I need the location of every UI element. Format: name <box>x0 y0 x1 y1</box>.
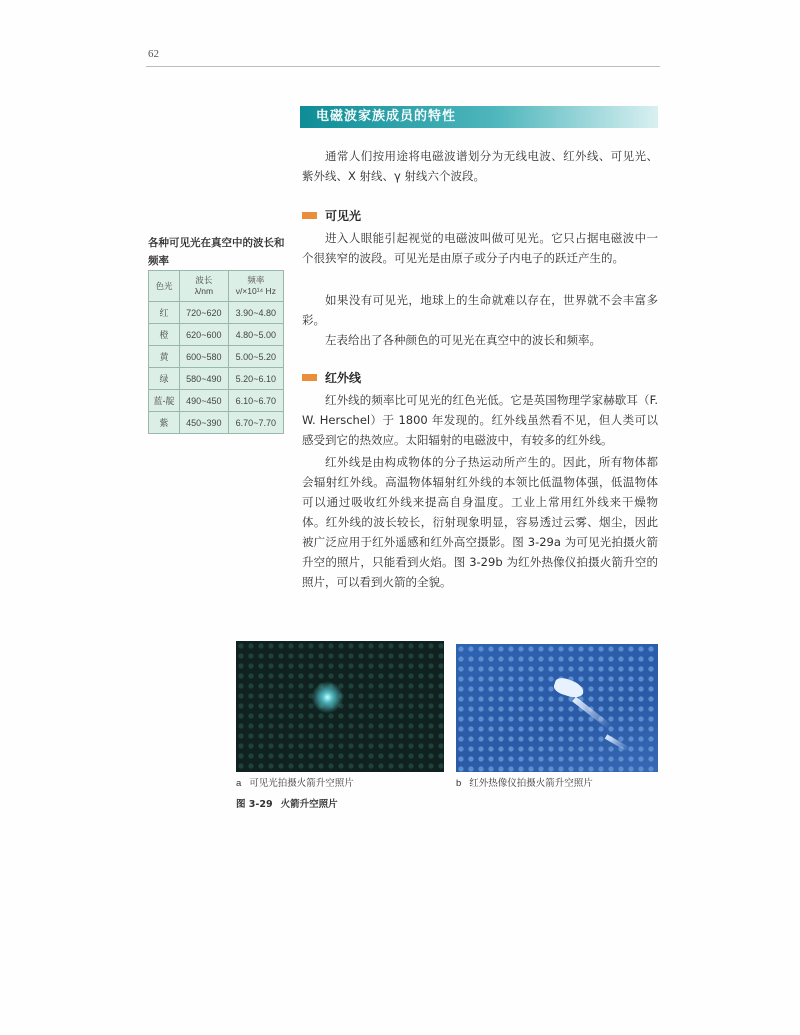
infrared-heading-text: 红外线 <box>325 371 362 385</box>
cell-wavelength: 580~490 <box>180 368 229 390</box>
cell-frequency: 5.20~6.10 <box>228 368 283 390</box>
cell-wavelength: 490~450 <box>180 390 229 412</box>
cell-frequency: 6.10~6.70 <box>228 390 283 412</box>
figure-b-caption-text: 红外热像仪拍摄火箭升空照片 <box>469 778 593 789</box>
page-number: 62 <box>148 48 159 60</box>
cell-wavelength: 450~390 <box>180 412 229 434</box>
section-title-bar <box>300 106 658 128</box>
header-frequency-unit: ν/×10¹⁴ Hz <box>235 286 276 296</box>
header-frequency-name: 频率 <box>247 275 265 285</box>
header-color: 色光 <box>149 271 180 302</box>
table-row <box>149 346 284 368</box>
cell-wavelength: 620~600 <box>180 324 229 346</box>
visible-light-paragraph-1: 进入人眼能引起视觉的电磁波叫做可见光。它只占据电磁波中一个很狭窄的波段。可见光是由原子或分子内电子的跃迁产生的。 <box>302 231 658 265</box>
infrared-paragraph-1: 红外线的频率比可见光的红色光低。它是英国物理学家赫歇耳（F. W. Herschel）于 1800 年发现的。红外线虽然看不见，但人类可以感受到它的热效应。太阳辐射的电磁波中，有较多的红外线。 <box>302 393 658 447</box>
table-row <box>149 302 284 324</box>
rocket-shape <box>552 676 585 700</box>
figure-b-caption <box>456 777 593 791</box>
heading-marker-icon <box>302 212 317 219</box>
rocket-infrared-photo <box>456 644 658 772</box>
figure-a-caption <box>236 777 354 791</box>
table-header-row <box>149 271 284 302</box>
figure-b-letter: b <box>456 778 462 789</box>
table-row <box>149 390 284 412</box>
exhaust-plume-tail <box>605 734 630 751</box>
infrared-paragraph-2: 红外线是由构成物体的分子热运动所产生的。因此，所有物体都会辐射红外线。高温物体辐射红外线的本领比低温物体强，低温物体可以通过吸收红外线来提高自身温度。工业上常用红外线来干燥物体。红外线的波长较长，衍射现象明显，容易透过云雾、烟尘，因此被广泛应用于红外遥感和红外高空摄影。图 3-29a 为可见光拍摄火箭升空的照片，只能看到火焰。图 3-29b 为红外热像仪拍摄火箭升空的照片，可以看到火箭的全貌。 <box>302 455 658 589</box>
header-wavelength-name: 波长 <box>195 275 213 285</box>
figure-a-caption-text: 可见光拍摄火箭升空照片 <box>249 778 354 789</box>
table-row <box>149 412 284 434</box>
cell-color: 橙 <box>149 324 180 346</box>
figure-a-letter: a <box>236 778 242 789</box>
cell-frequency: 5.00~5.20 <box>228 346 283 368</box>
section-title: 电磁波家族成员的特性 <box>316 109 457 124</box>
table-row <box>149 324 284 346</box>
cell-color: 红 <box>149 302 180 324</box>
visible-light-heading-text: 可见光 <box>325 209 362 223</box>
figure-number: 图 3-29 <box>236 799 273 810</box>
wavelength-frequency-table <box>148 270 284 434</box>
cell-frequency: 3.90~4.80 <box>228 302 283 324</box>
heading-marker-icon <box>302 374 317 381</box>
header-frequency <box>228 271 283 302</box>
table-row <box>149 368 284 390</box>
infrared-heading <box>302 370 361 386</box>
cell-wavelength: 720~620 <box>180 302 229 324</box>
cell-frequency: 6.70~7.70 <box>228 412 283 434</box>
figure-caption <box>236 796 338 810</box>
visible-light-paragraph-3: 左表给出了各种颜色的可见光在真空中的波长和频率。 <box>325 333 601 347</box>
header-wavelength <box>180 271 229 302</box>
exhaust-plume <box>572 697 612 730</box>
cell-color: 蓝-靛 <box>149 390 180 412</box>
header-rule <box>146 66 660 67</box>
cell-wavelength: 600~580 <box>180 346 229 368</box>
table-caption: 各种可见光在真空中的波长和频率 <box>148 237 285 267</box>
intro-paragraph: 通常人们按用途将电磁波谱划分为无线电波、红外线、可见光、紫外线、X 射线、γ 射线六个波段。 <box>302 149 658 183</box>
visible-light-heading <box>302 208 361 224</box>
header-wavelength-unit: λ/nm <box>194 286 214 296</box>
cell-color: 绿 <box>149 368 180 390</box>
rocket-visible-light-photo <box>236 641 444 772</box>
cell-color: 黄 <box>149 346 180 368</box>
visible-light-paragraph-2: 如果没有可见光，地球上的生命就难以存在，世界就不会丰富多彩。 <box>302 293 658 327</box>
figure-title: 火箭升空照片 <box>280 799 338 810</box>
cell-frequency: 4.80~5.00 <box>228 324 283 346</box>
cell-color: 紫 <box>149 412 180 434</box>
